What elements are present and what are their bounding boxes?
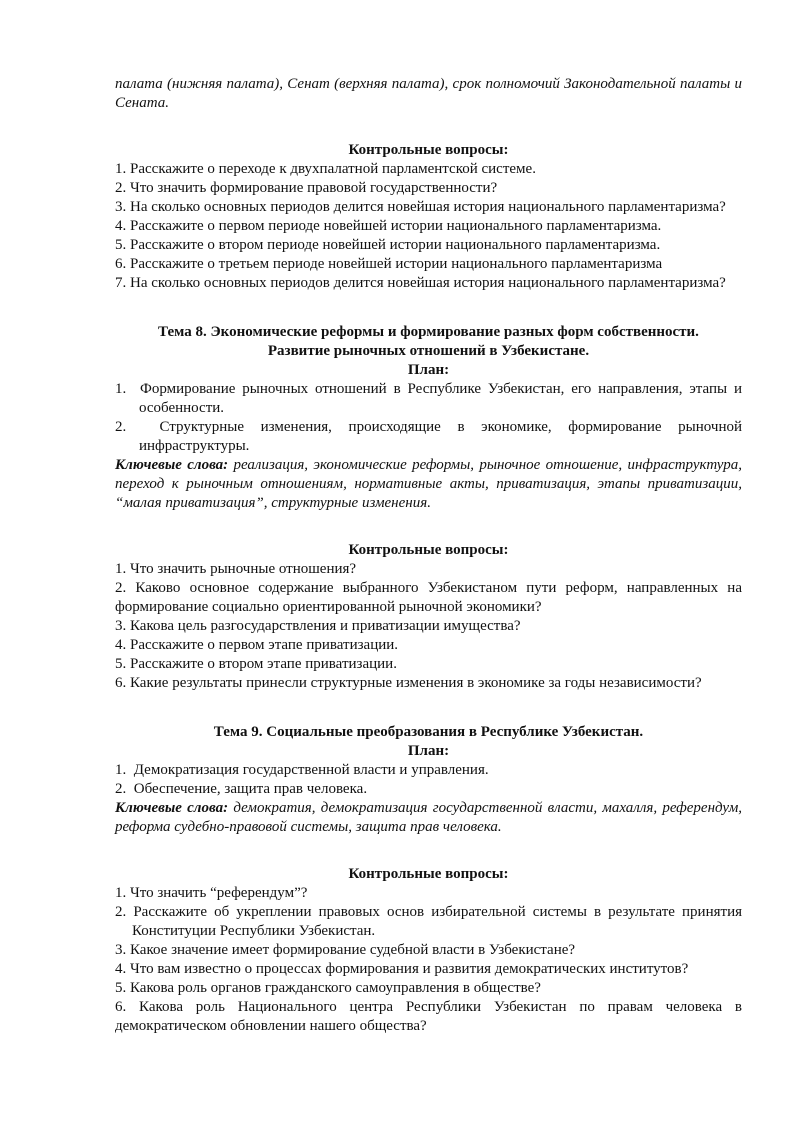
plan-item: 1. Демократизация государственной власти и управления. bbox=[115, 762, 489, 778]
topic9-questions-list bbox=[115, 884, 742, 1036]
document-page bbox=[115, 75, 742, 1036]
topic8-questions-heading: Контрольные вопросы: bbox=[348, 542, 509, 558]
section1-questions-heading: Контрольные вопросы: bbox=[348, 142, 509, 158]
topic9-plan-label: План: bbox=[407, 743, 450, 759]
topic8-keywords-text: реализация, экономические реформы, рыночное отношение, инфраструктура, переход к рыночным отношениям, нормативные акты, приватизация, этапы приватизации, “малая приватизация”, структурные изменения. bbox=[115, 457, 743, 511]
topic9-keywords-text: демократия, демократизация государственной власти, махалля, референдум, реформа судебно-правовой системы, защита прав человека. bbox=[115, 800, 743, 835]
list-item: 3. На сколько основных периодов делится новейшая история национального парламентаризма? bbox=[115, 199, 726, 215]
list-item: 4. Расскажите о первом этапе приватизации. bbox=[115, 637, 399, 653]
list-item: 5. Какова роль органов гражданского самоуправления в обществе? bbox=[115, 980, 541, 996]
list-item: 2. Что значить формирование правовой государственности? bbox=[115, 180, 498, 196]
plan-item: 2. Структурные изменения, происходящие в экономике, формирование рыночной инфраструктуры. bbox=[115, 419, 742, 454]
list-item: 1. Что значить “референдум”? bbox=[115, 885, 308, 901]
plan-item: 1. Формирование рыночных отношений в Республике Узбекистан, его направления, этапы и особенности. bbox=[115, 381, 742, 416]
topic9-keywords-label: Ключевые слова: bbox=[115, 800, 229, 816]
plan-item: 2. Обеспечение, защита прав человека. bbox=[115, 781, 368, 797]
topic8-keywords bbox=[115, 456, 742, 513]
intro-italic-text: палата (нижняя палата), Сенат (верхняя палата), срок полномочий Законодательной палаты и Сената. bbox=[115, 76, 742, 111]
list-item: 6. Какие результаты принесли структурные изменения в экономике за годы независимости? bbox=[115, 675, 702, 691]
topic8-plan-list bbox=[115, 380, 742, 456]
topic8-plan-label: План: bbox=[407, 362, 450, 378]
list-item: 1. Расскажите о переходе к двухпалатной парламентской системе. bbox=[115, 161, 536, 177]
list-item: 6. Расскажите о третьем периоде новейшей истории национального парламентаризма bbox=[115, 256, 663, 272]
topic8-questions-list bbox=[115, 560, 742, 693]
topic9-keywords bbox=[115, 799, 742, 837]
topic8-title-line1: Тема 8. Экономические реформы и формирование разных форм собственности. bbox=[158, 324, 699, 340]
list-item: 3. Какое значение имеет формирование судебной власти в Узбекистане? bbox=[115, 942, 576, 958]
list-item: 6. Какова роль Национального центра Республики Узбекистан по правам человека в демократическом обновлении нашего общества? bbox=[115, 999, 742, 1034]
list-item: 2. Каково основное содержание выбранного Узбекистаном пути реформ, направленных на формирование социально ориентированной рыночной экономики? bbox=[115, 580, 742, 615]
list-item: 5. Расскажите о втором этапе приватизации. bbox=[115, 656, 397, 672]
topic9-title: Тема 9. Социальные преобразования в Республике Узбекистан. bbox=[213, 724, 644, 740]
list-item: 4. Что вам известно о процессах формирования и развития демократических институтов? bbox=[115, 961, 689, 977]
list-item: 7. На сколько основных периодов делится новейшая история национального парламентаризма? bbox=[115, 275, 726, 291]
topic8-keywords-label: Ключевые слова: bbox=[115, 457, 229, 473]
section1-questions-list bbox=[115, 160, 742, 293]
list-item: 1. Что значить рыночные отношения? bbox=[115, 561, 357, 577]
topic9-plan-list bbox=[115, 761, 742, 799]
list-item: 5. Расскажите о втором периоде новейшей истории национального парламентаризма. bbox=[115, 237, 661, 253]
list-item: 4. Расскажите о первом периоде новейшей истории национального парламентаризма. bbox=[115, 218, 662, 234]
topic8-title-line2: Развитие рыночных отношений в Узбекистане. bbox=[267, 343, 590, 359]
list-item: 3. Какова цель разгосударствления и приватизации имущества? bbox=[115, 618, 521, 634]
topic9-questions-heading: Контрольные вопросы: bbox=[348, 866, 509, 882]
list-item: 2. Расскажите об укреплении правовых основ избирательной системы в результате принятия Конституции Республики Узбекистан. bbox=[115, 904, 742, 939]
